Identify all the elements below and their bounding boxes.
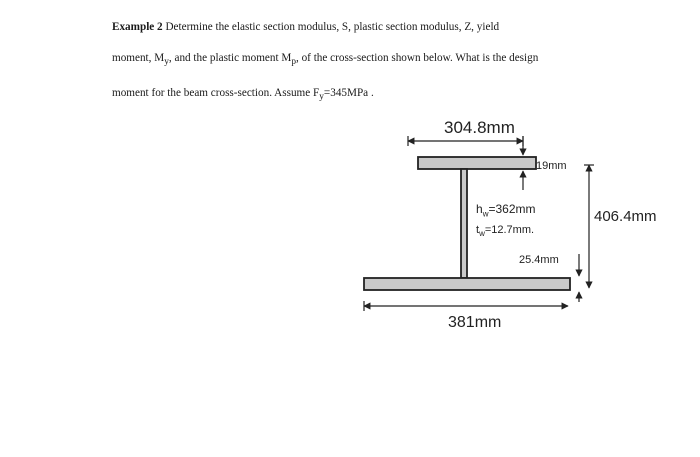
- example-label: Example 2: [112, 21, 163, 33]
- problem-line-1: [112, 12, 632, 43]
- web-thickness-symbol: t: [476, 224, 480, 236]
- total-depth-label: 406.4mm: [594, 208, 657, 225]
- web-height-symbol: h: [476, 202, 483, 216]
- web-thickness-label: [476, 224, 534, 238]
- web-thickness-sub: w: [479, 229, 485, 239]
- line2-part-c: , of the cross-section shown below. What is the design: [295, 52, 539, 64]
- line2-sub-p: p: [291, 57, 296, 68]
- i-beam-figure: [362, 112, 662, 342]
- line2-part-b: , and the plastic moment M: [168, 52, 292, 64]
- line3-sub-y: y: [319, 92, 324, 103]
- line3-part-b: =345MPa .: [323, 87, 374, 100]
- bottom-flange-thickness-label: 25.4mm: [519, 254, 559, 266]
- problem-line-2: [112, 43, 632, 78]
- bottom-flange-width-label: 381mm: [448, 314, 502, 331]
- line3-part-a: moment for the beam cross-section. Assume F: [112, 87, 320, 100]
- web-thickness-value: =12.7mm.: [484, 224, 535, 236]
- problem-line-3: [112, 78, 632, 113]
- web: [461, 169, 467, 278]
- web-height-sub: w: [482, 209, 489, 219]
- line2-sub-y: y: [164, 57, 169, 68]
- top-flange-thickness-label: 19mm: [536, 160, 567, 172]
- top-flange-width-label: 304.8mm: [444, 118, 515, 137]
- bottom-flange: [364, 278, 570, 290]
- line2-part-a: moment, M: [112, 52, 165, 64]
- problem-line-1-text: Determine the elastic section modulus, S, plastic section modulus, Z, yield: [165, 21, 500, 33]
- web-height-label: [476, 202, 536, 218]
- top-flange: [418, 157, 536, 169]
- problem-statement: [112, 12, 632, 113]
- web-height-value: =362mm: [488, 202, 536, 216]
